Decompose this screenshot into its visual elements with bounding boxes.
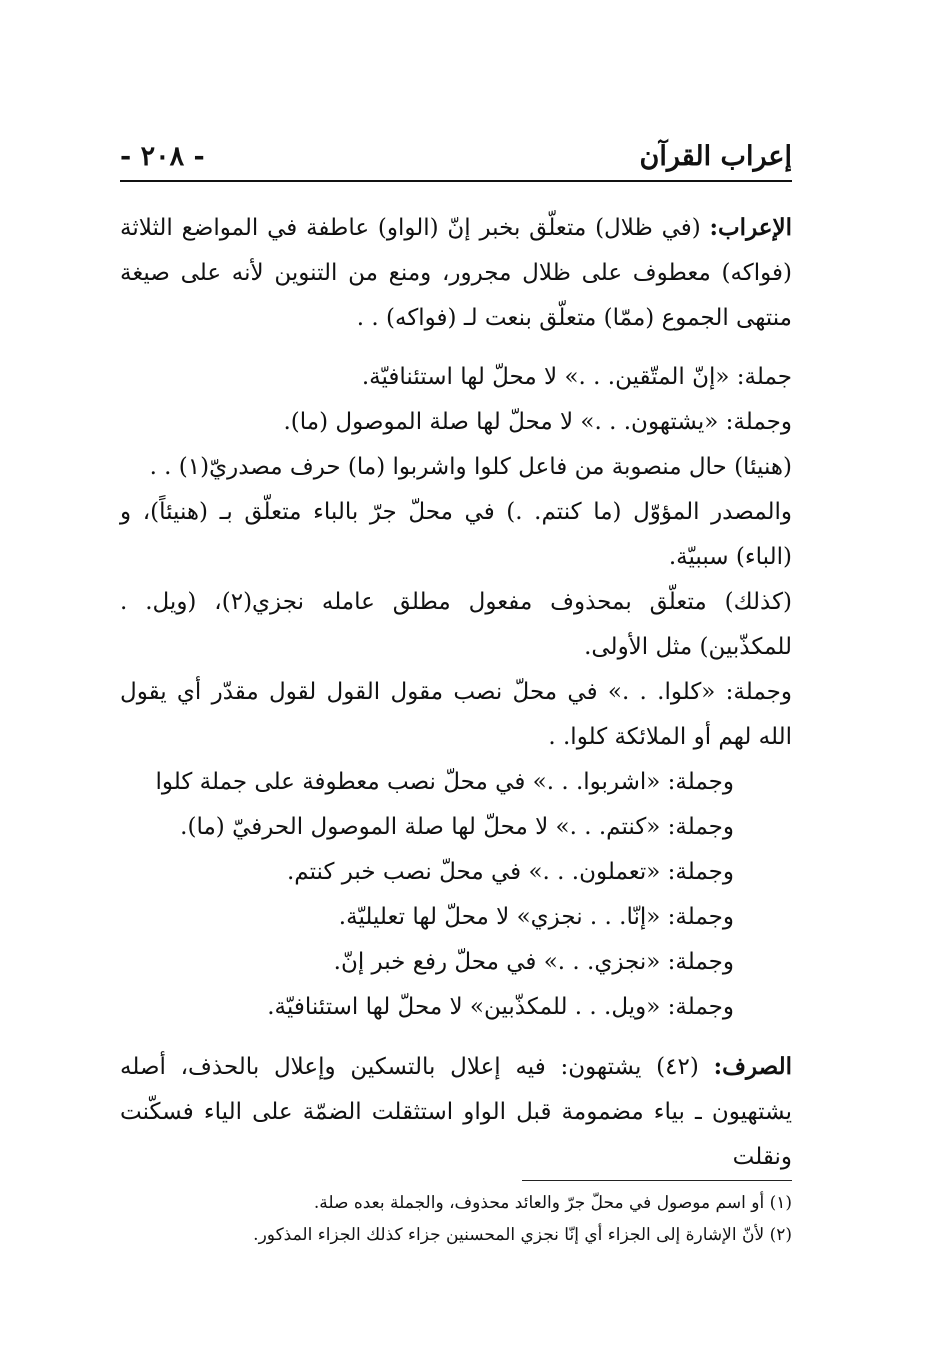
main-text (120, 205, 792, 1180)
footnote: (٢) لأنّ الإشارة إلى الجزاء أي إنّا نجزي المحسنين جزاء كذلك الجزاء المذكور. (253, 1225, 792, 1245)
book-title: إعراب القرآن (639, 140, 792, 172)
paragraph-text: (٤٢) يشتهون: فيه إعلال بالتسكين وإعلال بالحذف، أصله يشتهيون ـ بياء مضمومة قبل الواو استثقلت الضمّة على الياء فسكّنت ونقلت (120, 1054, 792, 1170)
page-header (120, 132, 792, 182)
paragraph: (كذلك) متعلّق بمحذوف مفعول مطلق عامله نجزي(٢)، (ويل. . للمكذّبين) مثل الأولى. (120, 589, 793, 660)
indented-line: وجملة: «نجزي. . .» في محلّ رفع خبر إنّ. (333, 949, 734, 975)
section-label: الإعراب: (709, 214, 792, 241)
paragraph: وجملة: «يشتهون. . .» لا محلّ لها صلة الموصول (ما). (283, 409, 792, 435)
indented-line: وجملة: «كنتم. . .» لا محلّ لها صلة الموصول الحرفيّ (ما). (180, 814, 734, 840)
paragraph: والمصدر المؤوّل (ما كنتم. .) في محلّ جرّ بالباء متعلّق بـ (هنيئاً)، و (الباء) سببيّة. (120, 499, 792, 570)
paragraph: جملة: «إنّ المتّقين. . .» لا محلّ لها استئنافيّة. (361, 364, 792, 390)
paragraph-text: (في ظلال) متعلّق بخبر إنّ (الواو) عاطفة في المواضع الثلاثة (فواكه) معطوف على ظلال مجرور، ومنع من التنوين لأنه على صيغة منتهى الجموع (ممّا) متعلّق بنعت لـ (فواكه) . . (120, 215, 792, 331)
indented-line: وجملة: «إنّا. . . نجزي» لا محلّ لها تعليليّة. (338, 904, 734, 930)
page-number: - ٢٠٨ - (120, 140, 205, 172)
paragraph-irab (120, 205, 792, 341)
footnote: (١) أو اسم موصول في محلّ جرّ والعائد محذوف، والجملة بعده صلة. (313, 1193, 792, 1213)
paragraph: وجملة: «كلوا. . .» في محلّ نصب مقول القول لقول مقدّر أي يقول الله لهم أو الملائكة كلوا. . (120, 679, 792, 750)
paragraph: (هنيئا) حال منصوبة من فاعل كلوا واشربوا (ما) حرف مصدريّ(١) . . (149, 454, 792, 480)
footnotes (120, 1180, 792, 1251)
paragraph-sarf (120, 1044, 792, 1180)
section-label: الصرف: (713, 1053, 792, 1080)
indented-line: وجملة: «تعملون. . .» في محلّ نصب خبر كنتم. (286, 859, 734, 885)
indented-line: وجملة: «ويل. . . للمكذّبين» لا محلّ لها استئنافيّة. (267, 994, 734, 1020)
footnote-divider (522, 1180, 792, 1181)
indented-line: وجملة: «اشربوا. . .» في محلّ نصب معطوفة على جملة كلوا (155, 769, 734, 795)
